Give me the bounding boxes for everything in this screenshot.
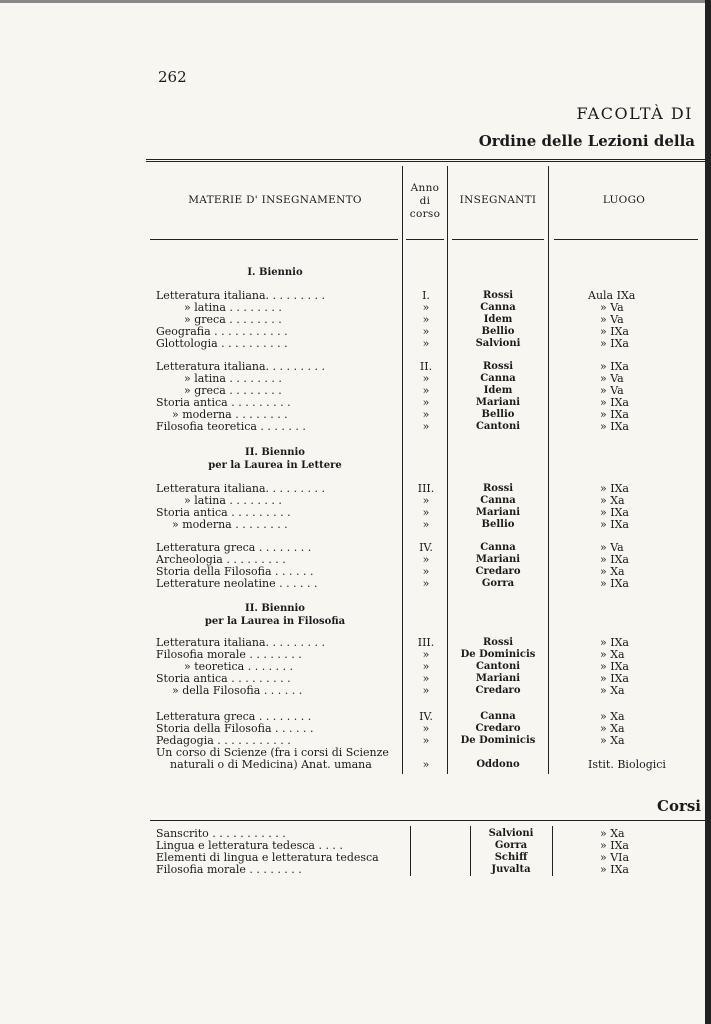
header-anno-line1: Anno (410, 182, 440, 194)
year-cell: I. (422, 289, 430, 302)
table-row (0, 685, 711, 697)
header-rule-2 (406, 239, 444, 240)
section-title: I. Biennio (247, 267, 303, 278)
table-row (0, 519, 711, 531)
year-cell: » (422, 384, 430, 397)
room-cell: » IXa (600, 408, 629, 421)
year-cell: » (422, 518, 430, 531)
subject-cell: Storia della Filosofia . . . . . . (156, 722, 314, 735)
subject-cell: Letteratura greca . . . . . . . . (156, 541, 312, 554)
year-cell: II. (419, 360, 433, 373)
subject-cell: Filosofia morale . . . . . . . . (156, 648, 302, 661)
year-cell: » (422, 420, 430, 433)
year-cell: » (422, 684, 430, 697)
subject-cell: Storia antica . . . . . . . . . (156, 506, 291, 519)
header-materie: MATERIE D' INSEGNAMENTO (188, 194, 362, 206)
year-cell: » (422, 565, 430, 578)
room-cell: » Xa (600, 710, 625, 723)
page-number: 262 (158, 68, 187, 86)
year-cell: » (422, 313, 430, 326)
section-title-line1: II. Biennio (245, 603, 305, 614)
header-insegnanti: INSEGNANTI (459, 194, 537, 206)
room-cell: » IXa (600, 506, 629, 519)
corsi-teacher-cell: Gorra (494, 840, 528, 851)
teacher-cell: Mariani (475, 673, 521, 684)
room-cell: » IXa (600, 337, 629, 350)
teacher-cell: Canna (480, 373, 516, 384)
subject-cell: Glottologia . . . . . . . . . . (156, 337, 288, 350)
room-cell: » Xa (600, 734, 625, 747)
table-row (0, 421, 711, 433)
teacher-cell: Idem (483, 385, 513, 396)
subject-cell: Letteratura italiana. . . . . . . . . (156, 360, 325, 373)
subject-cell: Letteratura greca . . . . . . . . (156, 710, 312, 723)
room-cell: » IXa (600, 660, 629, 673)
year-cell: » (422, 553, 430, 566)
corsi-teacher-cell: Schiff (494, 852, 528, 863)
teacher-cell: Idem (483, 314, 513, 325)
corsi-row (0, 864, 711, 876)
room-cell: » IXa (600, 482, 629, 495)
subject-cell: » della Filosofia . . . . . . (172, 684, 303, 697)
room-cell: » IXa (600, 360, 629, 373)
teacher-cell: Rossi (482, 290, 514, 301)
section-title (150, 446, 400, 472)
subject-cell: » moderna . . . . . . . . (172, 408, 288, 421)
subject-cell: » teoretica . . . . . . . (184, 660, 294, 673)
room-cell: » Va (600, 372, 624, 385)
subject-cell: Storia antica . . . . . . . . . (156, 672, 291, 685)
room-cell: » IXa (600, 518, 629, 531)
teacher-cell: Bellio (481, 326, 515, 337)
year-cell: III. (417, 636, 435, 649)
room-cell: » Va (600, 301, 624, 314)
room-cell: » Xa (600, 494, 625, 507)
corsi-room-cell: » IXa (600, 863, 629, 876)
room-cell: » IXa (600, 672, 629, 685)
teacher-cell: Cantoni (475, 421, 521, 432)
subject-cell: » latina . . . . . . . . (184, 372, 282, 385)
teacher-cell: Canna (480, 495, 516, 506)
subject-cell: Letteratura italiana. . . . . . . . . (156, 482, 325, 495)
year-cell: IV. (419, 541, 433, 554)
corsi-heading: Corsi (657, 797, 701, 815)
room-cell: » IXa (600, 636, 629, 649)
teacher-cell: De Dominicis (460, 735, 536, 746)
year-cell: » (422, 672, 430, 685)
year-cell: » (422, 372, 430, 385)
section-title-line1: II. Biennio (245, 447, 305, 458)
corsi-teacher-cell: Juvalta (491, 864, 531, 875)
section-title-line2: per la Laurea in Lettere (208, 460, 342, 471)
table-row (0, 578, 711, 590)
year-cell: III. (417, 482, 435, 495)
room-cell: » Xa (600, 648, 625, 661)
room-cell: » IXa (600, 420, 629, 433)
year-cell: » (422, 408, 430, 421)
teacher-cell: Rossi (482, 483, 514, 494)
teacher-cell: Bellio (481, 519, 515, 530)
section-title-line2: per la Laurea in Filosofia (204, 616, 346, 627)
teacher-cell: Oddono (476, 759, 520, 770)
subject-cell: Storia della Filosofia . . . . . . (156, 565, 314, 578)
teacher-cell: Mariani (475, 554, 521, 565)
teacher-cell: Cantoni (475, 661, 521, 672)
subject-cell: Pedagogia . . . . . . . . . . . (156, 734, 291, 747)
corsi-subject-cell: Sanscrito . . . . . . . . . . . (156, 827, 286, 840)
header-rule-3 (452, 239, 544, 240)
header-luogo: LUOGO (602, 194, 646, 206)
teacher-cell: Canna (480, 542, 516, 553)
page-top-edge (0, 0, 711, 3)
year-cell: » (422, 660, 430, 673)
header-anno-line3: corso (409, 208, 441, 220)
year-cell: IV. (419, 710, 433, 723)
year-cell: » (422, 734, 430, 747)
room-cell: » IXa (600, 577, 629, 590)
corsi-teacher-cell: Salvioni (488, 828, 534, 839)
subject-cell: Letteratura italiana. . . . . . . . . (156, 289, 325, 302)
room-cell: » Xa (600, 565, 625, 578)
room-cell: » Xa (600, 722, 625, 735)
corsi-subject-cell: Elementi di lingua e letteratura tedesca (156, 851, 379, 864)
section-title (150, 602, 400, 628)
corsi-room-cell: » IXa (600, 839, 629, 852)
teacher-cell: Credaro (475, 723, 521, 734)
subject-cell: Archeologia . . . . . . . . . (156, 553, 286, 566)
subject-cell: Geografia . . . . . . . . . . . (156, 325, 288, 338)
corsi-top-rule (150, 820, 706, 821)
year-cell: » (422, 506, 430, 519)
order-subtitle: Ordine delle Lezioni della (478, 132, 695, 150)
header-anno-line2: di (419, 195, 431, 207)
year-cell: » (422, 722, 430, 735)
corsi-room-cell: » Xa (600, 827, 625, 840)
table-top-rule (146, 159, 706, 162)
year-cell: » (422, 758, 430, 771)
room-cell: » Va (600, 541, 624, 554)
year-cell: » (422, 577, 430, 590)
subject-cell: Un corso di Scienze (fra i corsi di Scienze (156, 746, 389, 759)
teacher-cell: Credaro (475, 566, 521, 577)
room-cell: Istit. Biologici (588, 758, 666, 771)
table-row (0, 338, 711, 350)
subject-cell: Filosofia teoretica . . . . . . . (156, 420, 306, 433)
teacher-cell: Salvioni (475, 338, 521, 349)
room-cell: Aula IXa (588, 289, 636, 302)
header-anno (403, 182, 447, 221)
subject-cell: » latina . . . . . . . . (184, 494, 282, 507)
room-cell: » Va (600, 384, 624, 397)
subject-cell: » greca . . . . . . . . (184, 384, 282, 397)
teacher-cell: Mariani (475, 397, 521, 408)
teacher-cell: Rossi (482, 361, 514, 372)
room-cell: » IXa (600, 325, 629, 338)
header-rule-4 (554, 239, 698, 240)
teacher-cell: Rossi (482, 637, 514, 648)
subject-cell: Letteratura italiana. . . . . . . . . (156, 636, 325, 649)
teacher-cell: Canna (480, 302, 516, 313)
corsi-subject-cell: Filosofia morale . . . . . . . . (156, 863, 302, 876)
table-row (0, 759, 711, 771)
year-cell: » (422, 325, 430, 338)
year-cell: » (422, 337, 430, 350)
faculty-heading: FACOLTÀ DI (576, 104, 693, 123)
subject-cell: Storia antica . . . . . . . . . (156, 396, 291, 409)
corsi-subject-cell: Lingua e letteratura tedesca . . . . (156, 839, 343, 852)
year-cell: » (422, 494, 430, 507)
room-cell: » IXa (600, 553, 629, 566)
teacher-cell: De Dominicis (460, 649, 536, 660)
subject-cell: » greca . . . . . . . . (184, 313, 282, 326)
corsi-room-cell: » VIa (600, 851, 630, 864)
subject-cell: » moderna . . . . . . . . (172, 518, 288, 531)
header-rule-1 (150, 239, 398, 240)
year-cell: » (422, 396, 430, 409)
teacher-cell: Gorra (481, 578, 515, 589)
subject-cell: naturali o di Medicina) Anat. umana (170, 758, 372, 771)
teacher-cell: Mariani (475, 507, 521, 518)
room-cell: » Xa (600, 684, 625, 697)
year-cell: » (422, 301, 430, 314)
subject-cell: Letterature neolatine . . . . . . (156, 577, 318, 590)
room-cell: » IXa (600, 396, 629, 409)
teacher-cell: Credaro (475, 685, 521, 696)
teacher-cell: Canna (480, 711, 516, 722)
subject-cell: » latina . . . . . . . . (184, 301, 282, 314)
year-cell: » (422, 648, 430, 661)
teacher-cell: Bellio (481, 409, 515, 420)
room-cell: » Va (600, 313, 624, 326)
